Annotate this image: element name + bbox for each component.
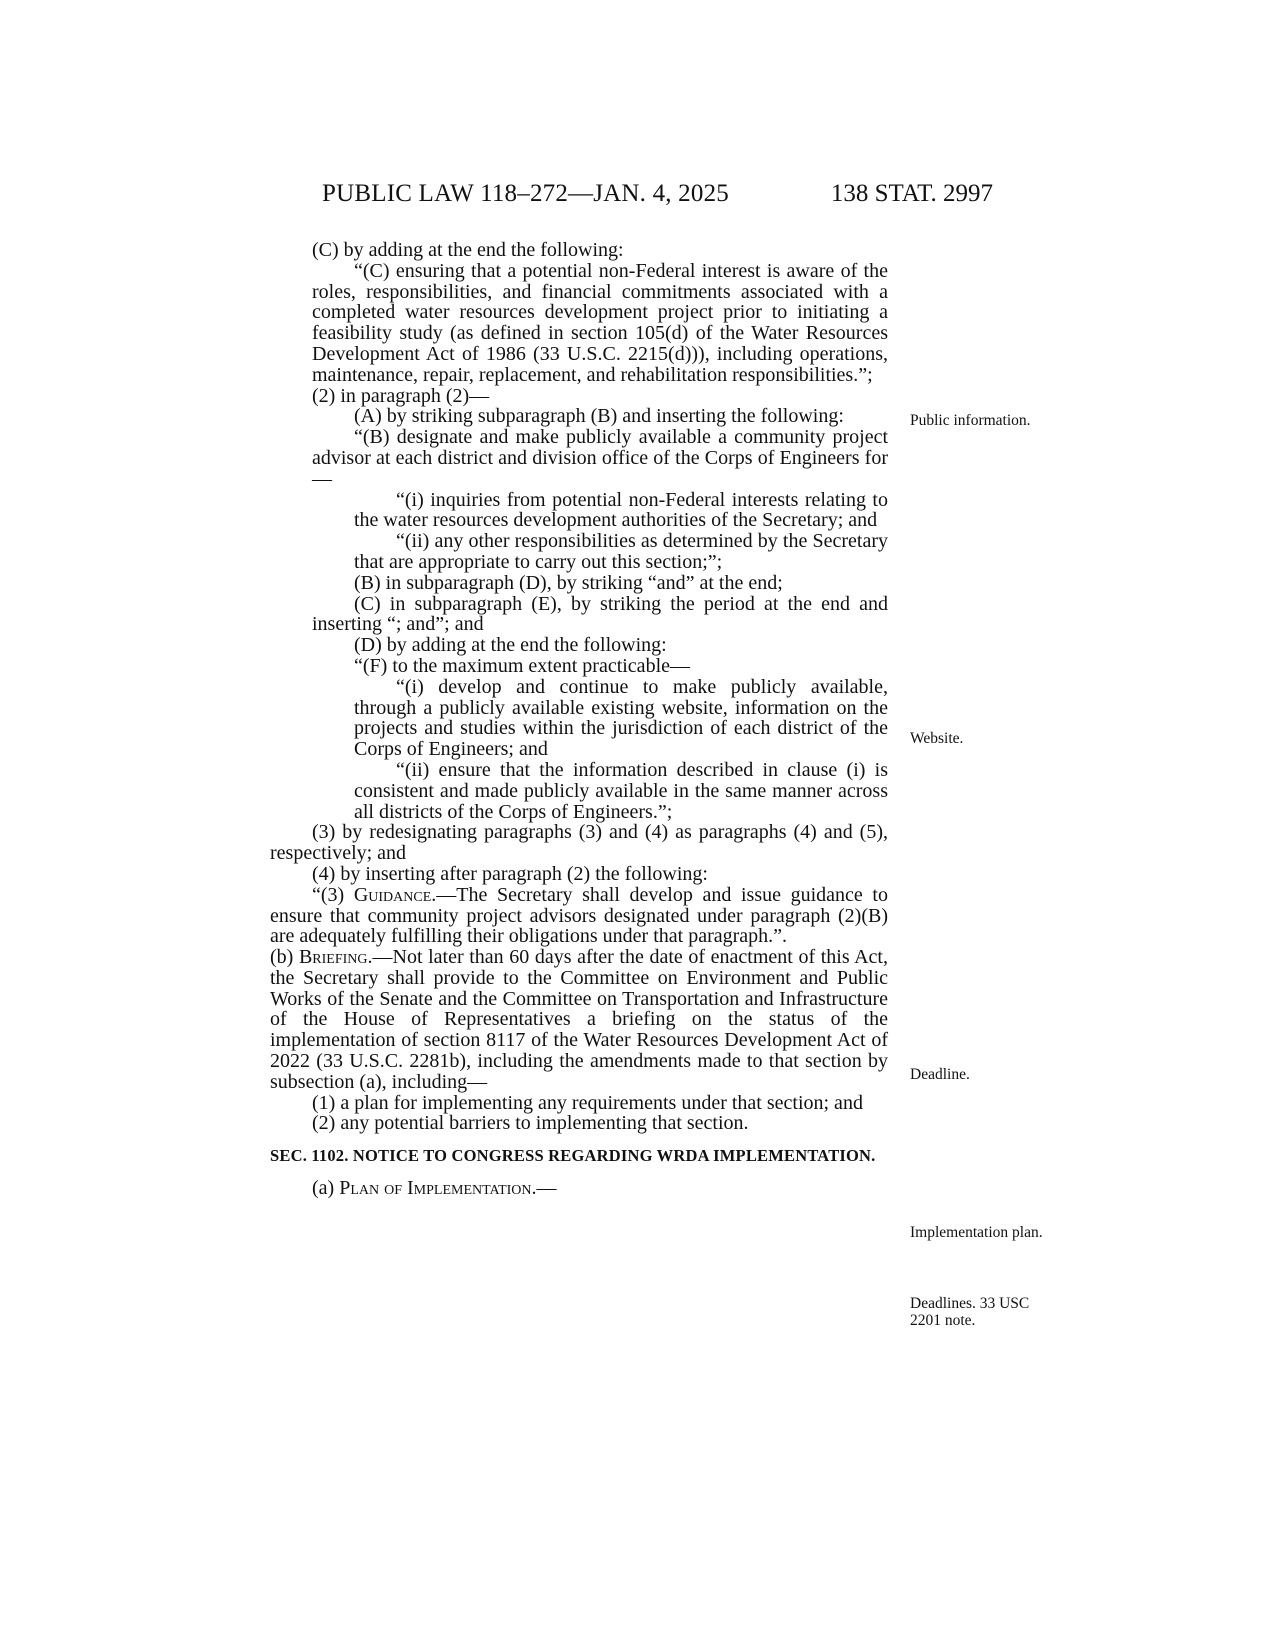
paragraph: (D) by adding at the end the following: [354, 634, 667, 657]
paragraph [270, 947, 888, 1093]
paragraph: (4) by inserting after paragraph (2) the following: [312, 862, 708, 885]
paragraph: (1) a plan for implementing any requirements under that section; and [312, 1091, 863, 1114]
page-header-right: 138 STAT. 2997 [830, 180, 993, 207]
paragraph: “(B) designate and make publicly available a community project advisor at each district and division office of the Corps of Engineers for— [312, 426, 888, 490]
paragraph: “(ii) any other responsibilities as determined by the Secretary that are appropriate to carry out this section;”; [354, 530, 888, 573]
margin-note-deadline: Deadline. [910, 1066, 970, 1083]
subsection-heading: Plan of Implementation [339, 1177, 532, 1200]
margin-note-website: Website. [910, 730, 964, 747]
paragraph: “(ii) ensure that the information described in clause (i) is consistent and made publicly available in the same manner across all districts of the Corps of Engineers.”; [354, 758, 888, 823]
page-header-left: PUBLIC LAW 118–272—JAN. 4, 2025 [322, 180, 729, 207]
paragraph-text: .—The Secretary shall develop and issue guidance to ensure that community project advisors designated under paragraph (2)(B) are adequately fulfilling their obligations under that paragraph.”. [270, 883, 888, 948]
paragraph [270, 1178, 888, 1199]
paragraph: (3) by redesignating paragraphs (3) and (4) as paragraphs (4) and (5), respectively; and [270, 821, 888, 865]
paragraph: “(i) develop and continue to make publicly available, through a publicly available existing website, information on the projects and studies within the jurisdiction of each district of the Corps of Engineers; and [354, 675, 888, 761]
margin-note-public-information: Public information. [910, 412, 1031, 429]
margin-note-deadlines-usc: Deadlines. 33 USC 2201 note. [910, 1295, 1030, 1329]
document-body [270, 240, 888, 1199]
paragraph-text: .— [531, 1177, 557, 1200]
paragraph: (2) any potential barriers to implementing that section. [312, 1112, 749, 1135]
paragraph: (C) by adding at the end the following: [312, 239, 624, 261]
paragraph: (2) in paragraph (2)— [312, 384, 490, 407]
paragraph: (C) in subparagraph (E), by striking the period at the end and inserting “; and”; and [312, 592, 888, 636]
paragraph-text: .—Not later than 60 days after the date of enactment of this Act, the Secretary shall provide to the Committee on Environment and Public Works of the Senate and the Committee on Transportation and Infrastructure of the House of Representatives a briefing on the status of the implementation of section 8117 of the Water Resources Development Act of 2022 (33 U.S.C. 2281b), including the amendments made to that section by subsection (a), including— [270, 946, 888, 1093]
paragraph: “(C) ensuring that a potential non-Federal interest is aware of the roles, responsibilities, and financial commitments associated with a completed water resources development project prior to initiating a feasibility study (as defined in section 105(d) of the Water Resources Development Act of 1986 (33 U.S.C. 2215(d))), including operations, maintenance, repair, replacement, and rehabilitation responsibilities.”; [312, 259, 888, 386]
paragraph: “(i) inquiries from potential non-Federal interests relating to the water resources development authorities of the Secretary; and [354, 488, 888, 532]
paragraph: (B) in subparagraph (D), by striking “and” at the end; [354, 571, 783, 594]
paragraph-lead: “(3) [312, 883, 354, 906]
section-heading: SEC. 1102. NOTICE TO CONGRESS REGARDING WRDA IMPLEMENTATION. [270, 1146, 876, 1166]
paragraph [270, 885, 888, 947]
paragraph: “(F) to the maximum extent practicable— [354, 654, 690, 677]
subsection-heading: Briefing [298, 946, 368, 969]
subsection-heading: Guidance [353, 883, 432, 906]
paragraph-lead: (a) [312, 1177, 340, 1200]
margin-note-implementation-plan: Implementation plan. [910, 1224, 1043, 1241]
paragraph-lead: (b) [270, 946, 299, 969]
paragraph: (A) by striking subparagraph (B) and inserting the following: [354, 405, 844, 428]
